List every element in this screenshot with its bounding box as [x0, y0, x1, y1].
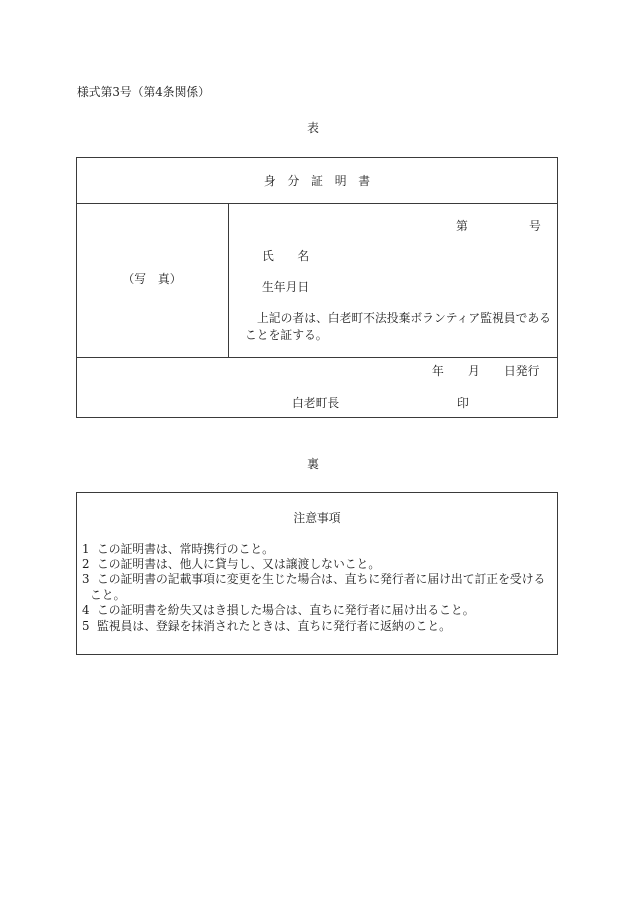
- certification-line-1: 上記の者は、白老町不法投棄ボランティア監視員である: [257, 311, 551, 325]
- seal-mark: 印: [457, 396, 469, 410]
- note-text-continuation: こと。: [90, 588, 126, 602]
- photo-cell-divider: [228, 203, 229, 357]
- note-text: この証明書は、他人に貸与し、又は譲渡しないこと。: [97, 557, 381, 571]
- note-number: 2: [82, 557, 90, 571]
- note-text: この証明書を紛失又はき損した場合は、直ちに発行者に届け出ること。: [97, 603, 475, 617]
- note-text: 監視員は、登録を抹消されたときは、直ちに発行者に返納のこと。: [97, 619, 451, 633]
- note-number: 4: [82, 603, 90, 617]
- issue-month-label: 月: [468, 364, 480, 378]
- note-number: 1: [82, 542, 90, 556]
- birthdate-label: 生年月日: [262, 280, 310, 294]
- note-text: この証明書の記載事項に変更を生じた場合は、直ちに発行者に届け出て訂正を受ける: [97, 572, 546, 586]
- issuer-name: 白老町長: [292, 396, 340, 410]
- note-number: 5: [82, 619, 90, 633]
- photo-placeholder-label: （写 真）: [122, 272, 182, 286]
- front-side-label: 表: [307, 121, 319, 135]
- name-label: 氏 名: [262, 249, 310, 263]
- front-footer-divider: [76, 357, 558, 358]
- certification-line-2: ことを証する。: [245, 328, 328, 342]
- form-number: 様式第3号（第4条関係）: [77, 85, 210, 99]
- notes-title: 注意事項: [293, 511, 341, 525]
- card-title: 身 分 証 明 書: [263, 174, 371, 188]
- front-header-divider: [76, 203, 558, 204]
- card-number-prefix: 第: [456, 219, 468, 233]
- note-number: 3: [82, 572, 90, 586]
- note-text: この証明書は、常時携行のこと。: [97, 542, 274, 556]
- id-card-front-frame: [76, 157, 558, 418]
- back-side-label: 裏: [307, 457, 319, 471]
- card-number-suffix: 号: [529, 219, 541, 233]
- issue-day-label: 日発行: [504, 364, 540, 378]
- issue-year-label: 年: [432, 364, 444, 378]
